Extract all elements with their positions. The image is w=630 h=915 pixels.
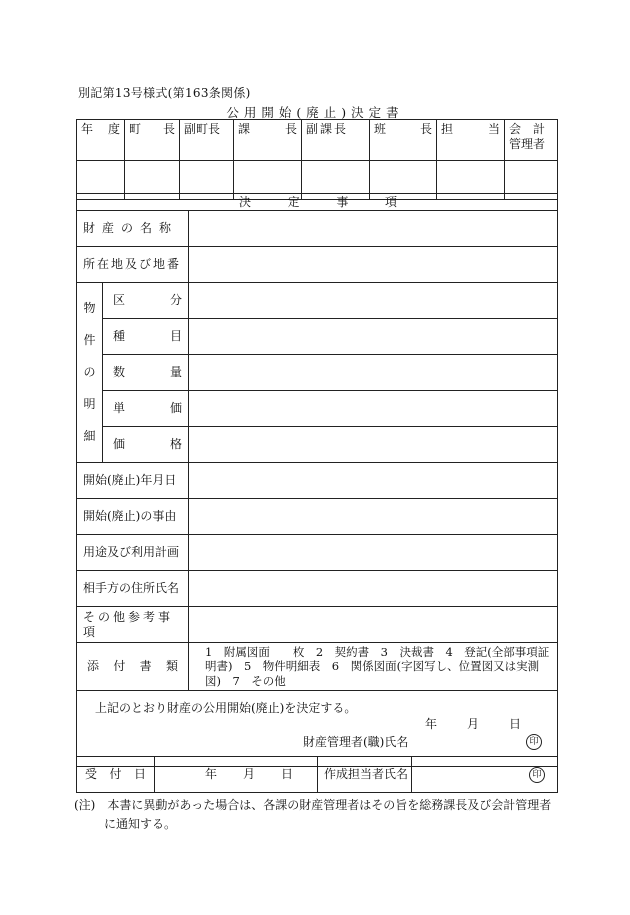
location-field[interactable]	[189, 247, 558, 283]
form-number-label: 別記第13号様式(第163条関係)	[78, 86, 251, 100]
price-field[interactable]	[189, 427, 558, 463]
section-heading: 決 定 事 項	[77, 194, 558, 211]
start-date-label: 開始(廃止)年月日	[77, 463, 189, 499]
location-row	[77, 247, 558, 283]
reception-row	[77, 757, 558, 793]
footnote	[74, 796, 564, 834]
preparer-label: 作成担当者氏名	[318, 757, 412, 793]
usage-plan-field[interactable]	[189, 535, 558, 571]
unit-price-field[interactable]	[189, 391, 558, 427]
start-date-field[interactable]	[189, 463, 558, 499]
approval-header-staff: 担 当	[437, 120, 505, 161]
approval-header-year: 年 度	[77, 120, 125, 161]
owner-name-label: 財産管理者(職)氏名	[303, 735, 409, 750]
reason-label: 開始(廃止)の事由	[77, 499, 189, 535]
unit-price-label: 単 価	[103, 391, 189, 427]
counterparty-label: 相手方の住所氏名	[77, 571, 189, 607]
counterparty-row	[77, 571, 558, 607]
reason-row	[77, 499, 558, 535]
seal-mark: 印	[529, 767, 545, 783]
footnote-line1: 本書に異動があった場合は、各課の財産管理者はその旨を総務課長及び会計管理者	[107, 798, 552, 812]
other-field[interactable]	[189, 607, 558, 643]
approval-header-deputy-chief: 副課長	[302, 120, 370, 161]
usage-plan-label: 用途及び利用計画	[77, 535, 189, 571]
price-row	[77, 427, 558, 463]
category-field[interactable]	[189, 283, 558, 319]
type-label: 種 目	[103, 319, 189, 355]
footnote-line2: に通知する。	[104, 817, 177, 832]
details-group-label: 物 件 の 明 細	[77, 283, 103, 463]
type-row	[77, 319, 558, 355]
type-field[interactable]	[189, 319, 558, 355]
approval-header-team-leader: 班 長	[370, 120, 437, 161]
preparer-field[interactable]	[412, 757, 558, 793]
other-row	[77, 607, 558, 643]
received-date-label: 受 付 日	[77, 757, 155, 793]
counterparty-field[interactable]	[189, 571, 558, 607]
seal-mark: 印	[526, 734, 542, 750]
quantity-row	[77, 355, 558, 391]
quantity-label: 数 量	[103, 355, 189, 391]
property-name-label: 財産の名称	[77, 211, 189, 247]
declaration-date[interactable]: 年 月 日	[425, 717, 522, 732]
attachments-label: 添 付 書 類	[77, 643, 189, 691]
start-date-row	[77, 463, 558, 499]
attachments-list: 1 附属図面 枚 2 契約書 3 決裁書 4 登記(全部事項証明書) 5 物件明細表 6 関係図面(字図写し、位置図又は実測図) 7 その他	[189, 643, 558, 691]
approval-table	[76, 119, 558, 200]
decision-table	[76, 193, 558, 767]
attachments-row	[77, 643, 558, 691]
category-label: 区 分	[103, 283, 189, 319]
property-name-field[interactable]	[189, 211, 558, 247]
property-name-row	[77, 211, 558, 247]
reception-table	[76, 756, 558, 793]
approval-header-row	[77, 120, 558, 161]
approval-header-mayor: 町 長	[125, 120, 180, 161]
approval-header-section-chief: 課 長	[234, 120, 302, 161]
usage-plan-row	[77, 535, 558, 571]
document-title: 公用開始(廃止)決定書	[226, 105, 404, 120]
section-heading-row	[77, 194, 558, 211]
price-label: 価 格	[103, 427, 189, 463]
location-label: 所在地及び地番	[77, 247, 189, 283]
quantity-field[interactable]	[189, 355, 558, 391]
footnote-prefix: (注)	[74, 798, 96, 812]
approval-header-accounting: 会 計 管理者	[505, 120, 558, 161]
reason-field[interactable]	[189, 499, 558, 535]
other-label: その他参考事項	[77, 607, 189, 643]
unit-price-row	[77, 391, 558, 427]
category-row	[77, 283, 558, 319]
approval-header-deputy-mayor: 副町長	[180, 120, 234, 161]
received-date-field[interactable]: 年 月 日	[155, 757, 318, 793]
declaration-text: 上記のとおり財産の公用開始(廃止)を決定する。	[95, 701, 357, 716]
